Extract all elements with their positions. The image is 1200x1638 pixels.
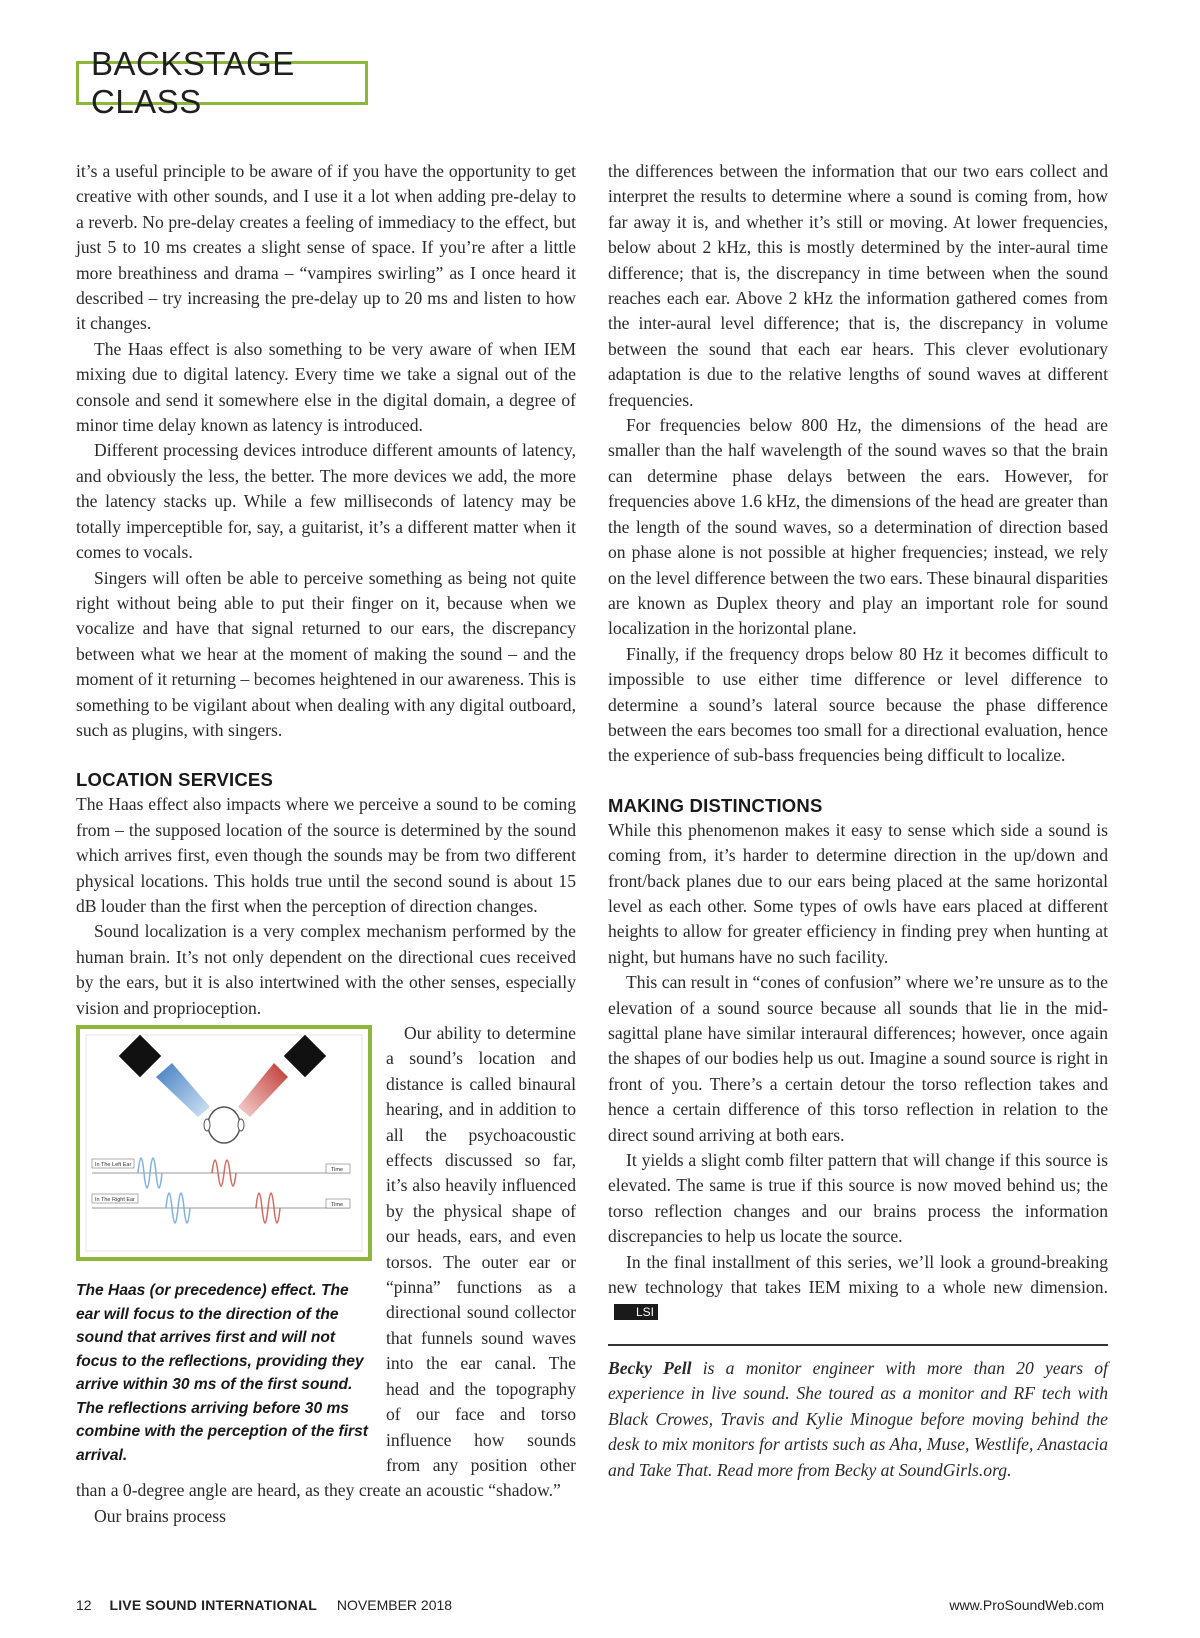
left-column [76,159,576,1529]
issue-date: NOVEMBER 2018 [336,1597,453,1613]
figure-caption: The Haas (or precedence) effect. The ear will focus to the direction of the sound that arrives first and will not focus to the reflections, providing they arrive within 30 ms of the first sound. The reflections arriving before 30 ms combine with the perception of the first arrival. [76,1282,368,1464]
page-number: 12 [76,1597,92,1613]
figure-frame [76,1025,372,1261]
closing-text: In the final installment of this series, we’ll look a ground-breaking new technology that takes IEM mixing to a whole new dimension. [608,1251,1108,1298]
time-label-top: Time [331,1167,344,1173]
paragraph: Singers will often be able to perceive something as being not quite right without being able to put their finger on it, because when we vocalize and have that signal returned to our ears, the discrepancy between what we hear at the moment of making the sound – and the moment of it returning – becomes heightened in our awareness. This is something to be vigilant about when dealing with any digital outboard, such as plugins, with singers. [76,567,576,740]
closing-paragraph [608,1250,1108,1326]
paragraph: the differences between the information that our two ears collect and interpret the results to determine where a sound is coming from, how far away it is, and whether it’s still or moving. At lower frequencies, below about 2 kHz, this is mostly determined by the inter-aural time difference; that is, the discrepancy in time between when the sound reaches each ear. Above 2 kHz the information gathered comes from the inter-aural level difference; that is, the discrepancy in volume between the sound that each ear hears. This clever evolutionary adaptation is due to the relative lengths of sound waves at different frequencies. [608,161,1108,410]
paragraph: The Haas effect also impacts where we perceive a sound to be coming from – the supposed location of the source is determined by the sound which arrives first, even though the sounds may be from two different physical locations. This holds true until the second sound is about 15 dB louder than the first when the perception of direction changes. [76,794,576,916]
paragraph: The Haas effect is also something to be very aware of when IEM mixing due to digital latency. Every time we take a signal out of the console and send it somewhere else in the digital domain, a degree of minor time delay known as latency is introduced. [76,338,576,436]
end-mark-logo: LSI [614,1304,658,1320]
author-bio-text: is a monitor engineer with more than 20 years of experience in live sound. She toured as a monitor and RF tech with Black Crowes, Travis and Kylie Minogue before moving behind the desk to mix monitors for artists such as Aha, Muse, Westlife, Anastacia and Take That. Read more from Becky at SoundGirls.org. [608,1357,1108,1480]
magazine-name: LIVE SOUND INTERNATIONAL [109,1597,318,1613]
paragraph: Our brains process [94,1505,226,1526]
paragraph: Finally, if the frequency drops below 80 Hz it becomes difficult to impossible to use either time difference or level difference to determine a sound’s lateral source because the phase difference between the ears becomes too small for a directional evaluation, hence the experience of sub-bass frequencies being difficult to localize. [608,643,1108,766]
author-name: Becky Pell [608,1357,692,1378]
paragraph: Different processing devices introduce different amounts of latency, and obviously the less, the better. The more devices we add, the more the latency stacks up. While a few milliseconds of latency may be totally imperceptible for, say, a guitarist, it’s a different matter when it comes to vocals. [76,440,576,563]
section-heading-making-distinctions: MAKING DISTINCTIONS [608,794,823,816]
haas-effect-diagram [80,1029,368,1257]
listener-head-icon [208,1107,240,1143]
right-column [608,159,1108,1483]
haas-effect-figure [76,1025,372,1467]
section-heading-location-services: LOCATION SERVICES [76,769,273,791]
website-url: www.ProSoundWeb.com [949,1597,1104,1613]
paragraph: In The Left Ear In The Right Ear Time Time The Haas (or precedence) effect. The ear will focus to the direction of the sound that arrives first and will not focus to the reflections, providing they arrive within 30 ms of the first sound. The reflections arriving before 30 ms combine with the perception of the first arrival. Our ability to determine a sound’s location and distance is called binaural hearing, and in addition to all the psychoacoustic effects discussed so far, it’s also heavily influenced by the physical shape of our heads, ears, and even torsos. The outer ear or “pinna” functions as a directional sound collector that funnels sound waves into the ear canal. The head and the topography of our face and torso influence how sounds from any position other than a 0-degree angle are heard, as they create an acoustic “shadow.” [76,1023,576,1501]
paragraph: For frequencies below 800 Hz, the dimensions of the head are smaller than the half wavelength of the sound waves so that the brain can determine phase delays between the ears. However, for frequencies above 1.6 kHz, the dimensions of the head are greater than the length of the sound waves, so a determination of direction based on phase alone is not possible at higher frequencies; instead, we rely on the level difference between the two ears. These binaural disparities are known as Duplex theory and play an important role for sound localization in the horizontal plane. [608,415,1108,639]
left-ear-label: In The Left Ear [95,1162,132,1168]
left-ear-icon [204,1119,210,1131]
bio-divider [608,1344,1108,1346]
paragraph: This can result in “cones of confusion” where we’re unsure as to the elevation of a sound source because all sounds that lie in the mid-sagittal plane have similar interaural differences; however, once again the shapes of our bodies help us out. Imagine a sound source is right in front of you. There’s a certain detour the torso reflection takes and hence a certain difference of this torso reflection in relation to the direct sound arriving at both ears. [608,972,1108,1145]
section-label-box [76,45,368,120]
author-bio [608,1356,1108,1483]
section-label: BACKSTAGE CLASS [91,45,295,120]
paragraph: It yields a slight comb filter pattern that will change if this source is elevated. The same is true if this source is now moved behind us; the torso reflection changes and our brains process the information discrepancies to help us locate the source. [608,1150,1108,1247]
right-ear-label: In The Right Ear [95,1197,135,1203]
page-footer [76,1597,1104,1613]
paragraph: Sound localization is a very complex mechanism performed by the human brain. It’s not only dependent on the directional cues received by the ears, but it is also intertwined with the other senses, especially vision and proprioception. [76,921,576,1018]
paragraph: it’s a useful principle to be aware of if you have the opportunity to get creative with other sounds, and I use it a lot when adding pre-delay to a reverb. No pre-delay creates a feeling of immediacy to the effect, but just 5 to 10 ms creates a slight sense of space. If you’re after a little more breathiness and drama – “vampires swirling” as I once heard it described – try increasing the pre-delay up to 20 ms and listen to how it changes. [76,161,576,334]
right-ear-icon [238,1119,244,1131]
time-label-bottom: Time [331,1202,344,1208]
paragraph: While this phenomenon makes it easy to sense which side a sound is coming from, it’s harder to determine direction in the up/down and front/back planes due to our ears being placed at the same horizontal level as each other. Some types of owls have ears placed at different heights to allow for greater efficiency in finding prey when hunting at night, but humans have no such facility. [608,819,1108,967]
